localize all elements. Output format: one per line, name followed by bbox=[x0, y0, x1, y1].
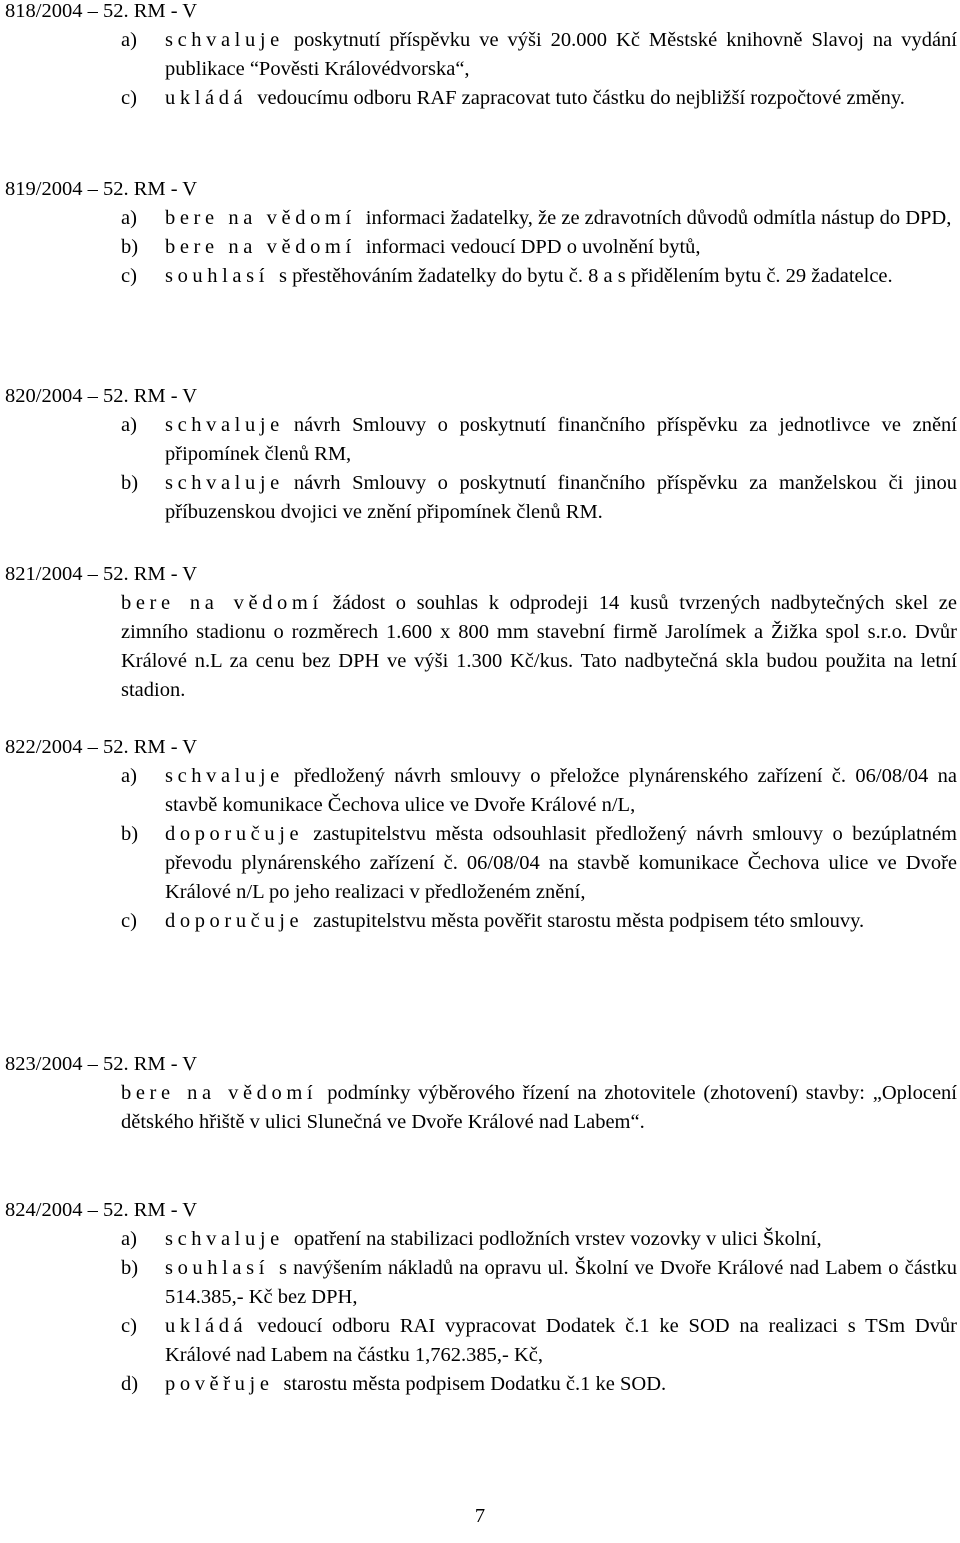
item-verb: bere na vědomí bbox=[121, 592, 323, 614]
item-letter: b) bbox=[121, 1257, 139, 1279]
resolution-item bbox=[5, 1370, 957, 1399]
resolution-block bbox=[5, 1196, 957, 1399]
item-text: opatření na stabilizaci podložních vrstev vozovky v ulici Školní, bbox=[293, 1228, 822, 1250]
item-text: informaci vedoucí DPD o uvolnění bytů, bbox=[365, 236, 701, 258]
resolution-header: 818/2004 – 52. RM - V bbox=[5, 0, 198, 22]
item-text: návrh Smlouvy o poskytnutí finančního příspěvku za jednotlivce ve znění připomínek členů RM, bbox=[165, 414, 957, 465]
resolution-item bbox=[5, 1254, 957, 1312]
item-verb: doporučuje bbox=[165, 823, 304, 845]
resolution-item bbox=[5, 907, 957, 936]
resolution-block bbox=[5, 1050, 957, 1137]
item-text: zastupitelstvu města odsouhlasit předložený návrh smlouvy o bezúplatném převodu plynárenského zařízení č. 06/08/04 na stavbě komunikace Čechova ulice ve Dvoře Králové n/L po jeho realizaci v předloženém znění, bbox=[165, 823, 957, 903]
item-text: zastupitelstvu města pověřit starostu města podpisem této smlouvy. bbox=[313, 910, 865, 932]
item-verb: pověřuje bbox=[165, 1373, 274, 1395]
item-letter: c) bbox=[121, 87, 137, 109]
resolution-header: 822/2004 – 52. RM - V bbox=[5, 736, 198, 758]
item-verb: souhlasí bbox=[165, 1257, 269, 1279]
item-letter: a) bbox=[121, 1228, 137, 1250]
resolution-block bbox=[5, 560, 957, 705]
item-text: žádost o souhlas k odprodeji 14 kusů tvrzených nadbytečných skel ze zimního stadionu o rozměrech 1.600 x 800 mm stavební firmě Jarolímek a Žižka spol s.r.o. Dvůr Králové n.L za cenu bez DPH ve výši 1.300 Kč/kus. Tato nadbytečná skla budou použita na letní stadion. bbox=[121, 592, 958, 701]
resolution-block bbox=[5, 733, 957, 936]
resolution-item bbox=[5, 411, 957, 469]
item-verb: schvaluje bbox=[165, 29, 284, 51]
item-text: vedoucímu odboru RAF zapracovat tuto částku do nejbližší rozpočtové změny. bbox=[257, 87, 905, 109]
item-text: s navýšením nákladů na opravu ul. Školní ve Dvoře Králové nad Labem o částku 514.385,- Kč bez DPH, bbox=[165, 1257, 957, 1308]
item-text: návrh Smlouvy o poskytnutí finančního příspěvku za manželskou či jinou příbuzenskou dvojici ve znění připomínek členů RM. bbox=[165, 472, 957, 523]
resolution-item bbox=[5, 1079, 957, 1137]
resolution-header: 820/2004 – 52. RM - V bbox=[5, 385, 198, 407]
item-letter: b) bbox=[121, 823, 139, 845]
item-letter: a) bbox=[121, 765, 137, 787]
resolution-item bbox=[5, 1225, 957, 1254]
item-letter: a) bbox=[121, 29, 137, 51]
resolution-header: 824/2004 – 52. RM - V bbox=[5, 1199, 198, 1221]
item-text: starostu města podpisem Dodatku č.1 ke SOD. bbox=[283, 1373, 667, 1395]
item-verb: doporučuje bbox=[165, 910, 304, 932]
resolution-item bbox=[5, 1312, 957, 1370]
item-verb: schvaluje bbox=[165, 472, 284, 494]
resolution-header: 823/2004 – 52. RM - V bbox=[5, 1053, 198, 1075]
resolution-block bbox=[5, 0, 957, 113]
item-verb: ukládá bbox=[165, 87, 248, 109]
resolution-item bbox=[5, 204, 957, 233]
item-text: podmínky výběrového řízení na zhotovitele (zhotovení) stavby: „Oplocení dětského hřiště v ulici Slunečná ve Dvoře Králové nad Labem“. bbox=[121, 1082, 957, 1133]
item-verb: schvaluje bbox=[165, 1228, 284, 1250]
item-verb: schvaluje bbox=[165, 414, 284, 436]
resolution-item bbox=[5, 262, 957, 291]
item-text: předložený návrh smlouvy o přeložce plynárenského zařízení č. 06/08/04 na stavbě komunikace Čechova ulice ve Dvoře Králové n/L, bbox=[165, 765, 957, 816]
item-verb: bere na vědomí bbox=[121, 1082, 318, 1104]
item-text: s přestěhováním žadatelky do bytu č. 8 a s přidělením bytu č. 29 žadatelce. bbox=[279, 265, 893, 287]
item-letter: b) bbox=[121, 472, 139, 494]
item-verb: souhlasí bbox=[165, 265, 269, 287]
resolution-item bbox=[5, 233, 957, 262]
resolution-block bbox=[5, 382, 957, 527]
item-verb: schvaluje bbox=[165, 765, 284, 787]
resolution-block bbox=[5, 175, 957, 291]
resolution-header: 819/2004 – 52. RM - V bbox=[5, 178, 198, 200]
item-letter: d) bbox=[121, 1373, 139, 1395]
item-text: poskytnutí příspěvku ve výši 20.000 Kč Městské knihovně Slavoj na vydání publikace “Pověsti Královédvorska“, bbox=[165, 29, 957, 80]
item-verb: bere na vědomí bbox=[165, 207, 356, 229]
item-letter: c) bbox=[121, 1315, 137, 1337]
page-number: 7 bbox=[474, 1505, 486, 1527]
item-verb: bere na vědomí bbox=[165, 236, 356, 258]
resolution-item bbox=[5, 469, 957, 527]
item-letter: c) bbox=[121, 265, 137, 287]
resolution-item bbox=[5, 84, 957, 113]
item-letter: c) bbox=[121, 910, 137, 932]
item-verb: ukládá bbox=[165, 1315, 248, 1337]
item-letter: a) bbox=[121, 207, 137, 229]
resolution-item bbox=[5, 589, 957, 705]
item-text: informaci žadatelky, že ze zdravotních důvodů odmítla nástup do DPD, bbox=[365, 207, 952, 229]
item-letter: a) bbox=[121, 414, 137, 436]
item-letter: b) bbox=[121, 236, 139, 258]
resolution-item bbox=[5, 762, 957, 820]
item-text: vedoucí odboru RAI vypracovat Dodatek č.1 ke SOD na realizaci s TSm Dvůr Králové nad Labem na částku 1,762.385,- Kč, bbox=[165, 1315, 957, 1366]
resolution-item bbox=[5, 26, 957, 84]
resolution-item bbox=[5, 820, 957, 907]
resolution-header: 821/2004 – 52. RM - V bbox=[5, 563, 198, 585]
